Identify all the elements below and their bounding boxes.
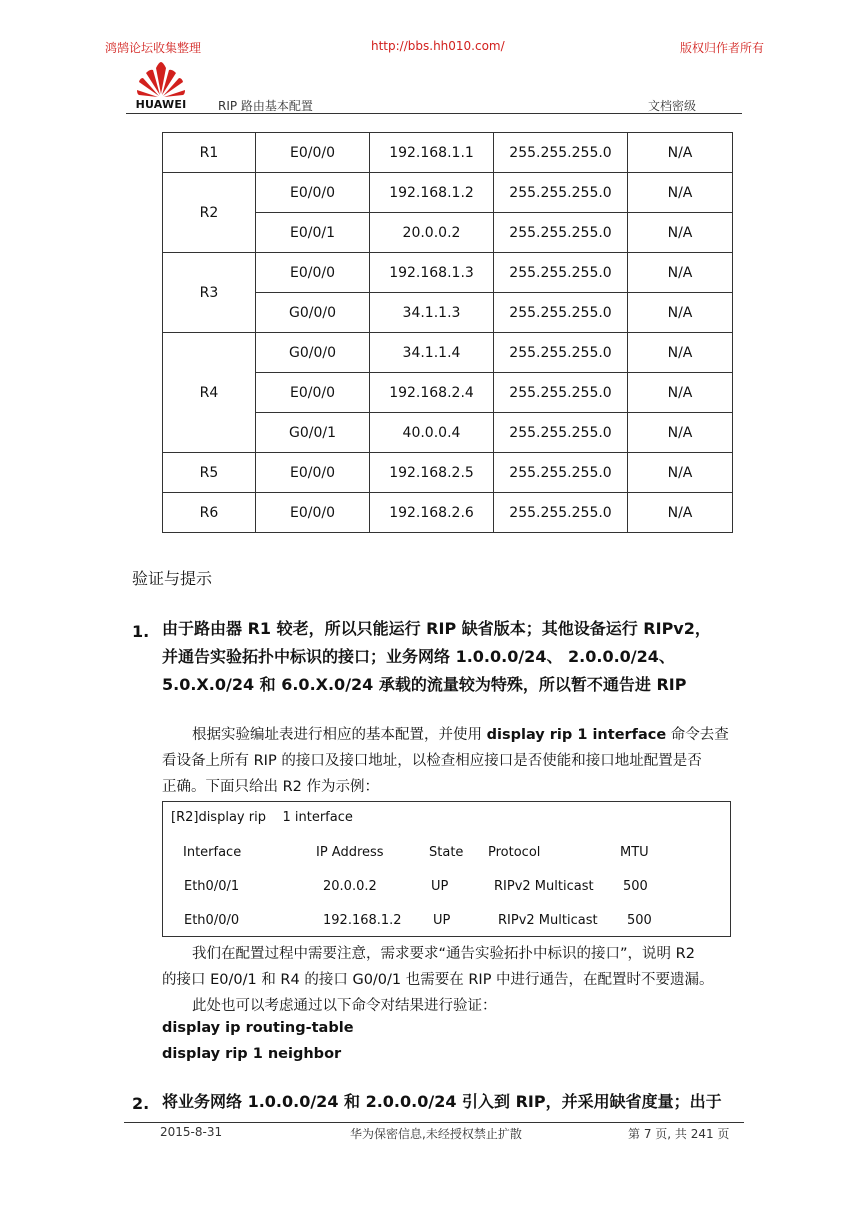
ip-cell: 34.1.1.4 [370, 333, 494, 373]
table-row [163, 173, 733, 213]
gateway-cell: N/A [628, 213, 733, 253]
table-row [163, 453, 733, 493]
mask-cell: 255.255.255.0 [494, 333, 628, 373]
cli-cell: UP [433, 913, 451, 928]
cli-cell: 500 [623, 879, 648, 894]
logo-wordmark: HUAWEI [135, 98, 187, 111]
mask-cell: 255.255.255.0 [494, 253, 628, 293]
gateway-cell: N/A [628, 373, 733, 413]
table-row [163, 253, 733, 293]
interface-cell: E0/0/0 [256, 253, 370, 293]
paragraph-line: 的接口 E0/0/1 和 R4 的接口 G0/0/1 也需要在 RIP 中进行通告，在配置时不要遗漏。 [162, 972, 714, 988]
paragraph-line: 正确。下面只给出 R2 作为示例： [162, 779, 380, 795]
forum-url[interactable]: http://bbs.hh010.com/ [371, 39, 505, 53]
document-title: RIP 路由基本配置 [218, 99, 313, 113]
col-header: IP Address [316, 845, 384, 860]
router-cell: R6 [163, 493, 256, 533]
ip-cell: 192.168.2.4 [370, 373, 494, 413]
gateway-cell: N/A [628, 413, 733, 453]
interface-cell: E0/0/0 [256, 493, 370, 533]
paragraph-line: 我们在配置过程中需要注意，需求要求“通告实验拓扑中标识的接口”，说明 R2 [192, 946, 695, 962]
footer-notice: 华为保密信息,未经授权禁止扩散 [350, 1127, 522, 1141]
item-1-line: 5.0.X.0/24 和 6.0.X.0/24 承载的流量较为特殊，所以暂不通告进 RIP [162, 675, 687, 694]
gateway-cell: N/A [628, 453, 733, 493]
interface-cell: E0/0/0 [256, 453, 370, 493]
interface-cell: E0/0/1 [256, 213, 370, 253]
mask-cell: 255.255.255.0 [494, 213, 628, 253]
cli-cell: 500 [627, 913, 652, 928]
cli-command: [R2]display rip 1 interface [171, 810, 353, 825]
interface-cell: G0/0/1 [256, 413, 370, 453]
col-header: Protocol [488, 845, 541, 860]
router-cell: R1 [163, 133, 256, 173]
section-heading: 验证与提示 [132, 569, 213, 588]
cli-cell: 192.168.1.2 [323, 913, 402, 928]
col-header: State [429, 845, 464, 860]
classification-label: 文档密级 [648, 99, 697, 113]
table-row [163, 133, 733, 173]
page-number: 第 7 页, 共 241 页 [628, 1127, 730, 1141]
router-cell: R5 [163, 453, 256, 493]
footer-divider [124, 1122, 744, 1123]
cli-output-box [162, 801, 731, 937]
ip-cell: 20.0.0.2 [370, 213, 494, 253]
header-divider [126, 113, 742, 114]
gateway-cell: N/A [628, 293, 733, 333]
ip-cell: 192.168.1.2 [370, 173, 494, 213]
cli-cell: RIPv2 Multicast [494, 879, 594, 894]
copyright-note: 版权归作者所有 [680, 41, 765, 55]
mask-cell: 255.255.255.0 [494, 493, 628, 533]
command-routing-table: display ip routing-table [162, 1020, 354, 1036]
gateway-cell: N/A [628, 493, 733, 533]
note-paragraph [162, 941, 752, 1019]
cli-cell: Eth0/0/1 [184, 879, 240, 894]
paragraph-text: 命令去查 [666, 727, 729, 743]
item-1-text [162, 615, 747, 699]
ip-cell: 192.168.1.3 [370, 253, 494, 293]
cli-cell: RIPv2 Multicast [498, 913, 598, 928]
interface-cell: G0/0/0 [256, 333, 370, 373]
gateway-cell: N/A [628, 253, 733, 293]
address-table [162, 132, 733, 533]
item-1-line: 并通告实验拓扑中标识的接口；业务网络 1.0.0.0/24、 2.0.0.0/24、 [162, 647, 675, 666]
interface-cell: E0/0/0 [256, 373, 370, 413]
item-1-line: 由于路由器 R1 较老，所以只能运行 RIP 缺省版本；其他设备运行 RIPv2， [162, 619, 711, 638]
mask-cell: 255.255.255.0 [494, 453, 628, 493]
gateway-cell: N/A [628, 333, 733, 373]
router-cell: R2 [163, 173, 256, 253]
col-header: MTU [620, 845, 649, 860]
cli-cell: UP [431, 879, 449, 894]
paragraph-line: 此处也可以考虑通过以下命令对结果进行验证： [192, 998, 497, 1014]
mask-cell: 255.255.255.0 [494, 173, 628, 213]
item-number: 1. [132, 622, 150, 641]
command-text: display rip 1 interface [486, 727, 667, 743]
ip-cell: 192.168.2.6 [370, 493, 494, 533]
cli-cell: 20.0.0.2 [323, 879, 377, 894]
mask-cell: 255.255.255.0 [494, 373, 628, 413]
col-header: Interface [183, 845, 242, 860]
paragraph-line [162, 722, 747, 748]
table-row [163, 333, 733, 373]
item-number: 2. [132, 1094, 150, 1113]
footer-date: 2015-8-31 [160, 1125, 223, 1139]
interface-cell: E0/0/0 [256, 133, 370, 173]
gateway-cell: N/A [628, 173, 733, 213]
forum-name: 鸿鹄论坛收集整理 [105, 41, 202, 55]
instruction-paragraph [162, 722, 747, 800]
cli-cell: Eth0/0/0 [184, 913, 240, 928]
paragraph-text: 根据实验编址表进行相应的基本配置，并使用 [192, 727, 487, 743]
router-cell: R3 [163, 253, 256, 333]
command-rip-neighbor: display rip 1 neighbor [162, 1046, 342, 1062]
ip-cell: 192.168.2.5 [370, 453, 494, 493]
mask-cell: 255.255.255.0 [494, 413, 628, 453]
ip-cell: 192.168.1.1 [370, 133, 494, 173]
item-2-text: 将业务网络 1.0.0.0/24 和 2.0.0.0/24 引入到 RIP，并采用缺省度量；出于 [162, 1092, 722, 1111]
ip-cell: 40.0.0.4 [370, 413, 494, 453]
gateway-cell: N/A [628, 133, 733, 173]
interface-cell: G0/0/0 [256, 293, 370, 333]
router-cell: R4 [163, 333, 256, 453]
table-row [163, 493, 733, 533]
mask-cell: 255.255.255.0 [494, 293, 628, 333]
mask-cell: 255.255.255.0 [494, 133, 628, 173]
ip-cell: 34.1.1.3 [370, 293, 494, 333]
paragraph-line: 看设备上所有 RIP 的接口及接口地址，以检查相应接口是否使能和接口地址配置是否 [162, 753, 702, 769]
interface-cell: E0/0/0 [256, 173, 370, 213]
